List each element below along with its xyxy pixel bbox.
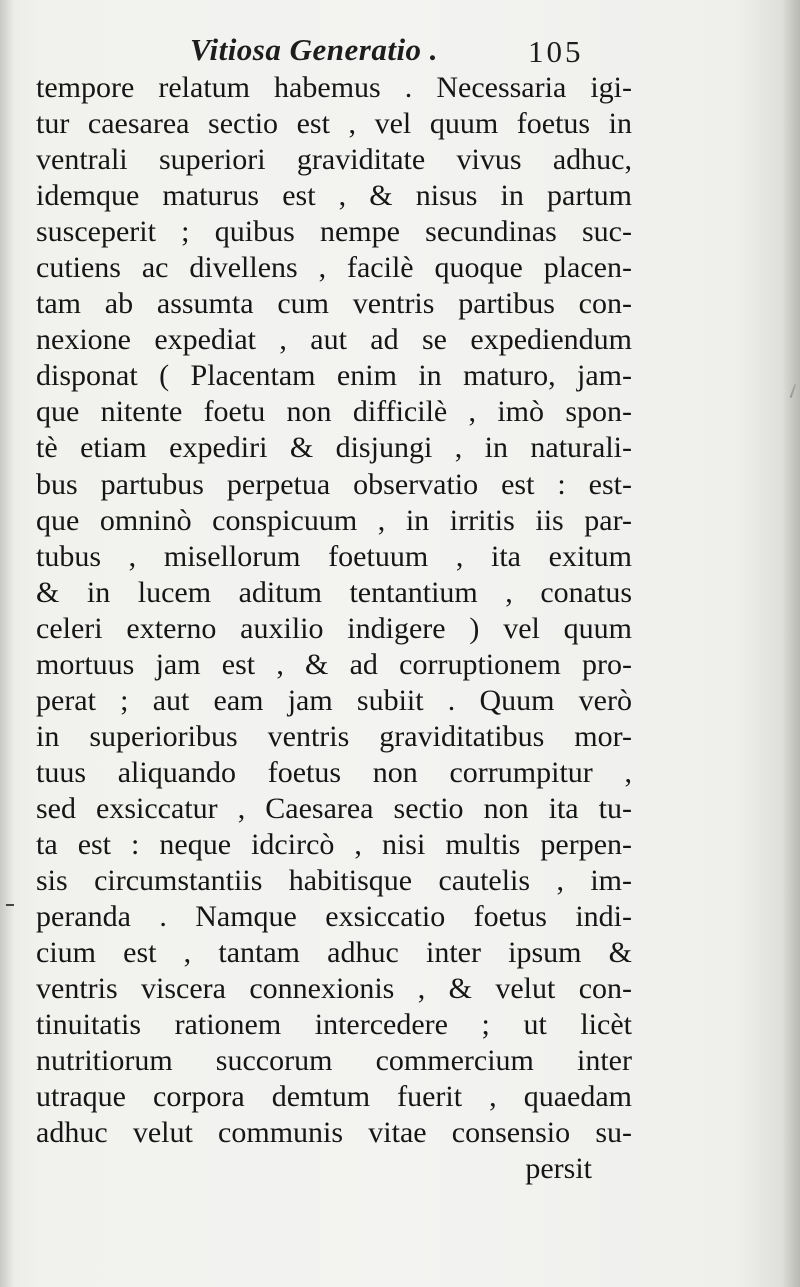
text-line-22: ta est : neque idcircò , nisi multis perpen-: [36, 827, 632, 861]
margin-mark: [6, 904, 14, 906]
text-line-10: que nitente foetu non difficilè , imò spon-: [36, 395, 632, 429]
text-line-3: ventrali superiori graviditate vivus adhuc,: [36, 143, 632, 177]
page-number: 105: [528, 34, 584, 69]
text-line-4: idemque maturus est , & nisus in partum: [36, 179, 632, 213]
text-line-21: sed exsiccatur , Caesarea sectio non ita tu-: [36, 791, 632, 825]
text-line-2: tur caesarea sectio est , vel quum foetus in: [36, 107, 632, 141]
body-text: [36, 70, 632, 1187]
text-line-28: nutritiorum succorum commercium inter: [36, 1044, 632, 1078]
running-title: Vitiosa Generatio .: [190, 32, 439, 67]
text-line-1: tempore relatum habemus . Necessaria igi-: [36, 71, 632, 104]
edge-mark: [790, 384, 797, 398]
text-line-30: adhuc velut communis vitae consensio su-: [36, 1116, 632, 1150]
text-line-20: tuus aliquando foetus non corrumpitur ,: [36, 755, 632, 789]
text-line-27: tinuitatis rationem intercedere ; ut licèt: [36, 1008, 632, 1042]
text-line-25: cium est , tantam adhuc inter ipsum &: [36, 936, 632, 970]
text-line-29: utraque corpora demtum fuerit , quaedam: [36, 1080, 632, 1114]
text-line-7: tam ab assumta cum ventris partibus con-: [36, 287, 632, 321]
catchword: persit: [525, 1152, 592, 1186]
text-line-14: tubus , misellorum foetuum , ita exitum: [36, 539, 632, 573]
text-line-23: sis circumstantiis habitisque cautelis , im-: [36, 864, 632, 898]
text-line-26: ventris viscera connexionis , & velut con-: [36, 972, 632, 1006]
text-line-6: cutiens ac divellens , facilè quoque placen-: [36, 251, 632, 285]
text-line-5: susceperit ; quibus nempe secundinas suc-: [36, 215, 632, 249]
text-line-9: disponat ( Placentam enim in maturo, jam-: [36, 359, 632, 393]
text-line-12: bus partubus perpetua observatio est : est-: [36, 467, 632, 501]
text-line-16: celeri externo auxilio indigere ) vel quum: [36, 611, 632, 645]
text-line-17: mortuus jam est , & ad corruptionem pro-: [36, 647, 632, 681]
text-line-11: tè etiam expediri & disjungi , in naturali-: [36, 431, 632, 465]
text-line-15: & in lucem aditum tentantium , conatus: [36, 575, 632, 609]
text-line-13: que omninò conspicuum , in irritis iis par-: [36, 503, 632, 537]
text-line-24: peranda . Namque exsiccatio foetus indi-: [36, 900, 632, 934]
text-line-8: nexione expediat , aut ad se expediendum: [36, 323, 632, 357]
text-line-18: perat ; aut eam jam subiit . Quum verò: [36, 683, 632, 717]
text-line-19: in superioribus ventris graviditatibus mor-: [36, 719, 632, 753]
